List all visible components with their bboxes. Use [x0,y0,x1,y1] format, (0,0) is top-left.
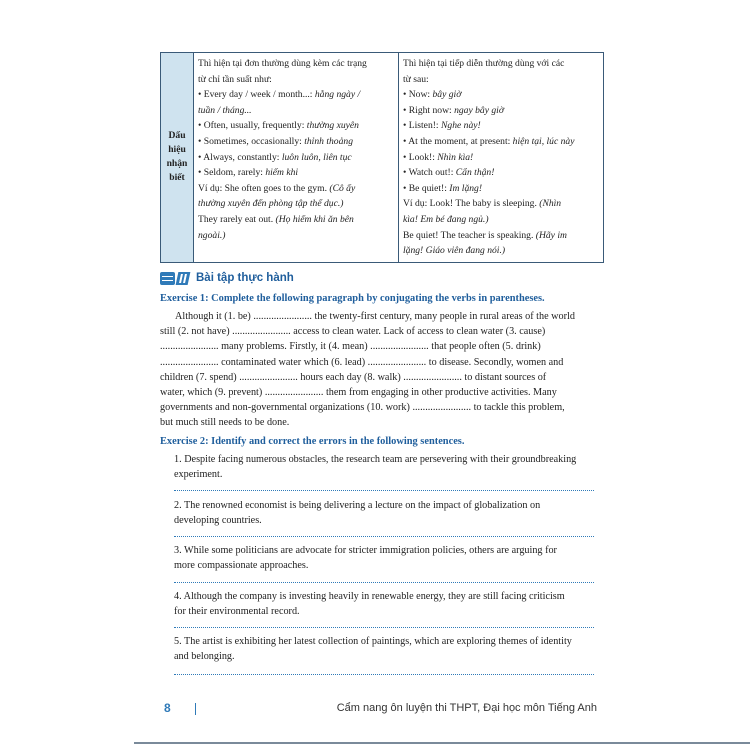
table-text: • Listen!: [403,120,441,132]
table-text: kìa! Em bé đang ngủ.) [403,213,489,225]
table-line [198,87,394,103]
table-line [198,165,394,181]
table-text: Be quiet! The teacher is speaking. [403,229,536,241]
paragraph-line: children (7. spend) ....................... hours each day (8. walk) ....................... to distant sources of [160,371,547,383]
sentence-line: developing countries. [174,515,262,527]
sentence-3 [174,543,596,573]
paragraph-line: but much still needs to be done. [160,417,290,429]
table-text: Nhìn kìa! [437,151,474,163]
book-title: Cẩm nang ôn luyện thi THPT, Đại học môn Tiếng Anh [336,702,597,714]
table-text: luôn luôn, liên tục [281,151,352,163]
signal-words-table [160,52,604,263]
table-line [403,212,599,228]
section-heading [160,270,294,286]
label-line: Dấu [168,130,186,142]
paragraph-line: still (2. not have) ....................... access to clean water. Lack of access to clean water (3. cause) [160,326,546,338]
table-line [403,181,599,197]
table-text: lặng! Giáo viên đang nói.) [403,245,506,257]
table-line [403,165,599,181]
sentence-1 [174,452,596,482]
paragraph-line: governments and non-governmental organizations (10. work) ....................... to tackle this problem, [160,402,565,414]
section-title: Bài tập thực hành [196,272,294,284]
table-line [403,134,599,150]
sentence-line: 5. The artist is exhibiting her latest collection of paintings, which are exploring themes of identity [174,636,572,647]
table-text: • Right now: [403,104,455,116]
table-text: • Always, constantly: [198,151,282,163]
table-text: (Cô ấy [329,182,356,194]
table-text: tuần / tháng... [198,104,252,116]
sentence-line: more compassionate approaches. [174,560,309,572]
sentence-line: for their environmental record. [174,606,300,618]
table-text: từ sau: [403,73,429,85]
table-line [198,212,394,228]
table-line [198,118,394,134]
table-text: Thì hiện tại đơn thường dùng kèm các trạng [198,58,367,69]
table-text: • Now: [403,89,433,101]
table-text: • Sometimes, occasionally: [198,135,305,147]
table-text: • Every day / week / month...: [198,89,315,101]
table-text: • Be quiet!: [403,182,450,194]
paragraph-line: ....................... many problems. Firstly, it (4. mean) ....................... that people often (5. drink) [160,341,541,353]
label-line: nhận [166,158,188,170]
table-text: bây giờ [432,89,462,101]
table-text: Im lặng! [449,182,483,194]
table-text: (Họ hiếm khi ăn bên [275,213,354,225]
table-text: • Seldom, rarely: [198,167,266,179]
sentence-line: 2. The renowned economist is being delivering a lecture on the impact of globalization on [174,500,541,511]
table-line [403,56,599,72]
table-text: Nghe này! [441,120,481,132]
table-text: • Often, usually, frequently: [198,120,307,132]
table-line [403,87,599,103]
present-continuous-cell [399,53,604,263]
exercise-1-paragraph [160,309,596,431]
table-line [403,228,599,244]
table-text: ngay bây giờ [454,104,504,116]
table-line [198,72,394,88]
sentence-line: experiment. [174,469,223,481]
table-text: hằng ngày / [314,89,361,101]
table-text: • Watch out!: [403,167,456,179]
table-text: (Nhìn [539,198,562,210]
footer-divider [195,703,196,715]
table-text: Ví dụ: She often goes to the gym. [198,182,330,194]
answer-line-1[interactable] [174,490,594,491]
answer-line-3[interactable] [174,582,594,583]
answer-line-4[interactable] [174,627,594,628]
table-line [198,181,394,197]
table-text: hiện tại, lúc này [512,135,575,147]
table-line [403,243,599,259]
table-text: • At the moment, at present: [403,135,513,147]
book-icon [160,271,192,285]
table-line [403,72,599,88]
present-simple-cell [194,53,399,263]
sentence-4 [174,589,596,619]
table-line [198,103,394,119]
sentence-line: 3. While some politicians are advocate for stricter immigration policies, others are arguing for [174,545,557,556]
table-text: Cẩn thận! [455,167,495,179]
exercise-2-title: Exercise 2: Identify and correct the errors in the following sentences. [160,436,465,447]
table-row-label [161,53,194,263]
table-line [403,103,599,119]
sentence-2 [174,498,596,528]
sentence-line: 4. Although the company is investing heavily in renewable energy, they are still facing criticism [174,591,565,602]
label-line: hiệu [168,144,186,156]
table-text: thường xuyên đến phòng tập thể dục.) [198,198,344,210]
bottom-rule [134,742,750,744]
paragraph-line: ....................... contaminated water which (6. lead) ....................... to disease. Secondly, women and [160,356,564,368]
sentence-line: and belonging. [174,651,235,663]
table-text: ngoài.) [198,229,226,241]
table-line [198,196,394,212]
answer-line-2[interactable] [174,536,594,537]
table-text: từ chỉ tần suất như: [198,73,272,85]
table-text: thường xuyên [306,120,359,132]
paragraph-line: water, which (9. prevent) ....................... them from engaging in other productive activities. Many [160,387,557,399]
table-line [198,134,394,150]
table-line [198,150,394,166]
table-line [198,56,394,72]
paragraph-line: Although it (1. be) ....................... the twenty-first century, many people in rural areas of the world [175,311,575,322]
page-number: 8 [164,701,171,715]
sentence-5 [174,634,596,664]
table-line [198,228,394,244]
table-text: (Hãy im [535,229,567,241]
exercise-1-title: Exercise 1: Complete the following paragraph by conjugating the verbs in parentheses. [160,293,545,304]
table-line [403,118,599,134]
table-text: hiếm khi [265,167,299,179]
table-text: Ví dụ: Look! The baby is sleeping. [403,198,540,210]
label-line: biết [169,172,185,184]
sentence-line: 1. Despite facing numerous obstacles, the research team are persevering with their groundbreaking [174,454,577,465]
table-text: Thì hiện tại tiếp diễn thường dùng với các [403,58,565,69]
table-line [403,150,599,166]
table-line [403,196,599,212]
table-text: thỉnh thoảng [304,135,353,147]
table-text: They rarely eat out. [198,213,276,225]
answer-line-5[interactable] [174,674,594,675]
table-text: • Look!: [403,151,438,163]
